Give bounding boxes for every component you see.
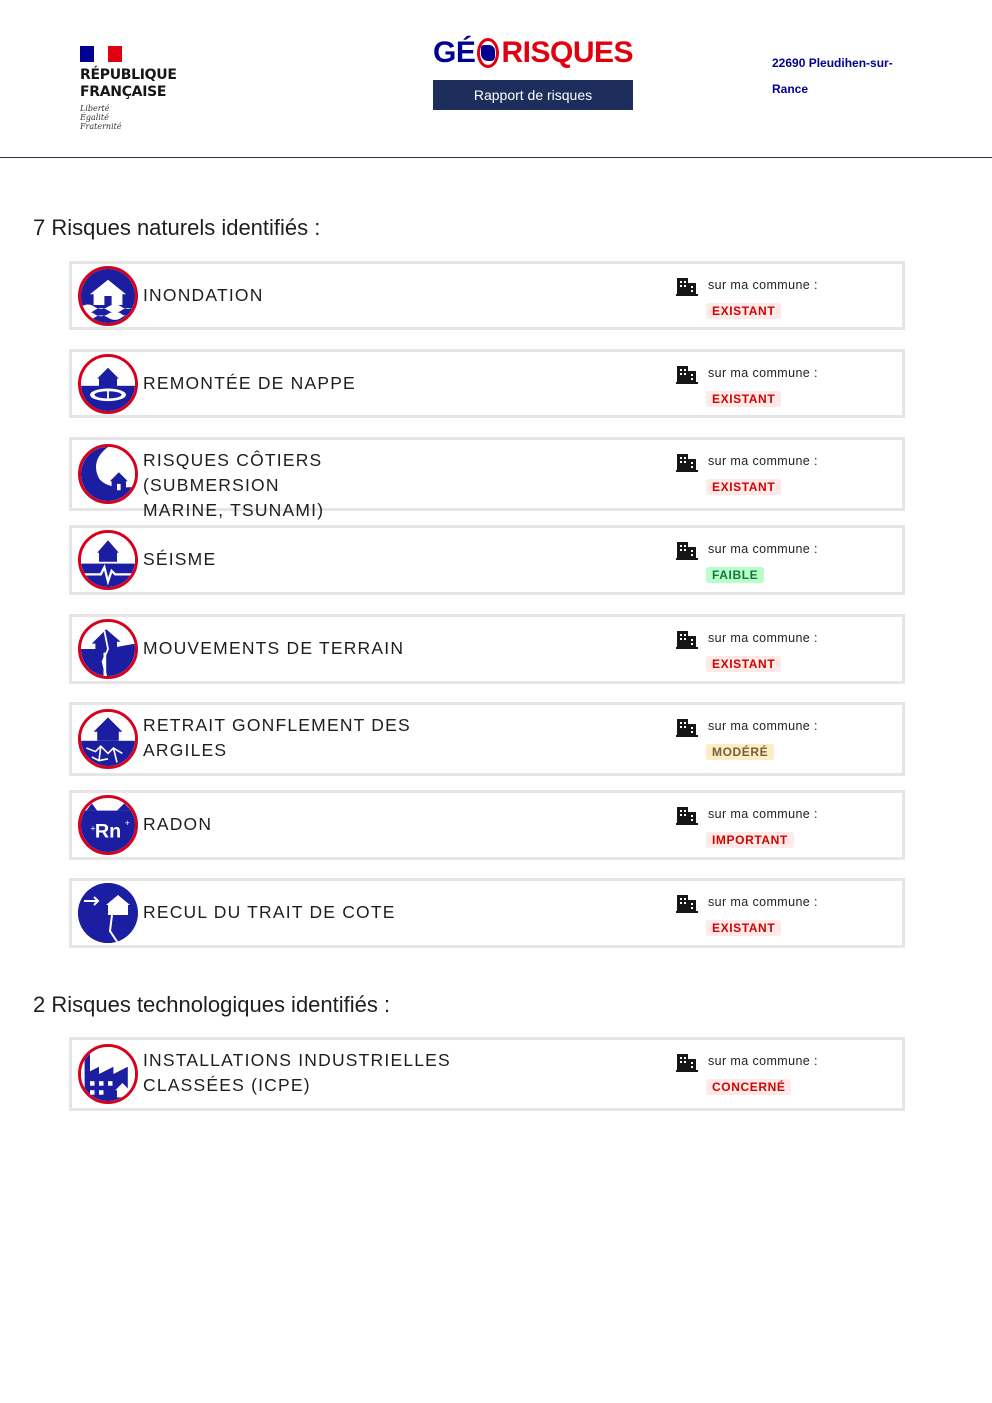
commune-label: sur ma commune : xyxy=(708,631,818,645)
risk-name-line-2: MARINE, TSUNAMI) xyxy=(143,500,325,520)
radon-icon xyxy=(78,795,138,855)
risk-card-mouvements-de-terrain xyxy=(69,614,905,684)
brand-risques: RISQUES xyxy=(501,36,633,69)
risk-name-line-1: RETRAIT GONFLEMENT DES xyxy=(143,715,411,735)
status-badge: IMPORTANT xyxy=(706,832,794,848)
building-icon xyxy=(676,629,698,649)
risk-name xyxy=(143,812,463,837)
building-icon xyxy=(676,364,698,384)
technological-risks-title: 2 Risques technologiques identifiés : xyxy=(33,992,391,1017)
building-icon xyxy=(676,452,698,472)
risk-card-installations-industrielles xyxy=(69,1037,905,1111)
commune-label: sur ma commune : xyxy=(708,719,818,733)
status-badge: MODÉRÉ xyxy=(706,744,774,760)
status-badge: EXISTANT xyxy=(706,920,781,936)
republique-francaise-logo xyxy=(80,46,177,131)
natural-risks-title: 7 Risques naturels identifiés : xyxy=(33,215,321,240)
republic-line-2: FRANÇAISE xyxy=(80,84,167,100)
report-title: Rapport de risques xyxy=(433,80,633,110)
coastline-retreat-icon xyxy=(78,883,138,943)
factory-icon xyxy=(78,1044,138,1104)
landslide-icon xyxy=(78,619,138,679)
page-header xyxy=(0,0,992,158)
risk-name xyxy=(143,547,463,572)
commune-label: sur ma commune : xyxy=(708,366,818,380)
status-badge: FAIBLE xyxy=(706,567,764,583)
risk-name xyxy=(143,900,463,925)
status-badge: EXISTANT xyxy=(706,391,781,407)
flood-icon xyxy=(78,266,138,326)
risk-name xyxy=(143,636,463,661)
svg-text:+: + xyxy=(90,823,97,833)
commune-label: sur ma commune : xyxy=(708,278,818,292)
address-line-1: 22690 Pleudihen-sur- xyxy=(772,56,893,70)
risk-name xyxy=(143,713,463,763)
risk-name-line-1: RECUL DU TRAIT DE COTE xyxy=(143,902,396,922)
risk-card-inondation xyxy=(69,261,905,330)
france-map-icon xyxy=(477,38,499,68)
coastal-wave-icon xyxy=(78,444,138,504)
risk-name-line-1: RISQUES CÔTIERS (SUBMERSION xyxy=(143,450,323,495)
groundwater-icon xyxy=(78,354,138,414)
risk-name-line-2: CLASSÉES (ICPE) xyxy=(143,1075,311,1095)
status-badge: EXISTANT xyxy=(706,656,781,672)
clay-icon xyxy=(78,709,138,769)
risk-card-risques-cotiers-submersion xyxy=(69,437,905,520)
status-badge: CONCERNÉ xyxy=(706,1079,791,1095)
svg-text:Rn: Rn xyxy=(94,820,122,843)
georisques-brand xyxy=(433,36,633,110)
french-flag-icon xyxy=(80,46,122,62)
svg-text:+: + xyxy=(124,818,131,827)
building-icon xyxy=(676,540,698,560)
risk-card-recul-du-trait-de-cote xyxy=(69,878,905,948)
commune-label: sur ma commune : xyxy=(708,542,818,556)
risk-name xyxy=(143,371,463,396)
commune-label: sur ma commune : xyxy=(708,895,818,909)
risk-name xyxy=(143,283,463,308)
risk-name-line-1: MOUVEMENTS DE TERRAIN xyxy=(143,638,405,658)
building-icon xyxy=(676,1052,698,1072)
commune-label: sur ma commune : xyxy=(708,1054,818,1068)
brand-ge: GÉ xyxy=(433,36,476,69)
commune-label: sur ma commune : xyxy=(708,807,818,821)
address xyxy=(772,50,932,102)
risk-name xyxy=(143,1048,463,1098)
building-icon xyxy=(676,717,698,737)
risk-name-line-1: REMONTÉE DE NAPPE xyxy=(143,373,356,393)
brand-name xyxy=(433,36,633,70)
risk-name-line-1: SÉISME xyxy=(143,549,217,569)
risk-card-radon xyxy=(69,790,905,860)
risk-card-remontee-de-nappe xyxy=(69,349,905,418)
building-icon xyxy=(676,893,698,913)
status-badge: EXISTANT xyxy=(706,479,781,495)
building-icon xyxy=(676,276,698,296)
risk-card-seisme xyxy=(69,525,905,595)
risk-card-retrait-gonflement-des xyxy=(69,702,905,776)
building-icon xyxy=(676,805,698,825)
commune-label: sur ma commune : xyxy=(708,454,818,468)
earthquake-icon xyxy=(78,530,138,590)
risk-name-line-1: RADON xyxy=(143,814,213,834)
risk-name-line-1: INONDATION xyxy=(143,285,264,305)
status-badge: EXISTANT xyxy=(706,303,781,319)
risk-name-line-2: ARGILES xyxy=(143,740,228,760)
republic-line-1: RÉPUBLIQUE xyxy=(80,67,177,83)
risk-name-line-1: INSTALLATIONS INDUSTRIELLES xyxy=(143,1050,451,1070)
motto: Liberté Égalité Fraternité xyxy=(80,104,122,131)
risk-name xyxy=(143,448,463,523)
address-line-2: Rance xyxy=(772,82,809,96)
